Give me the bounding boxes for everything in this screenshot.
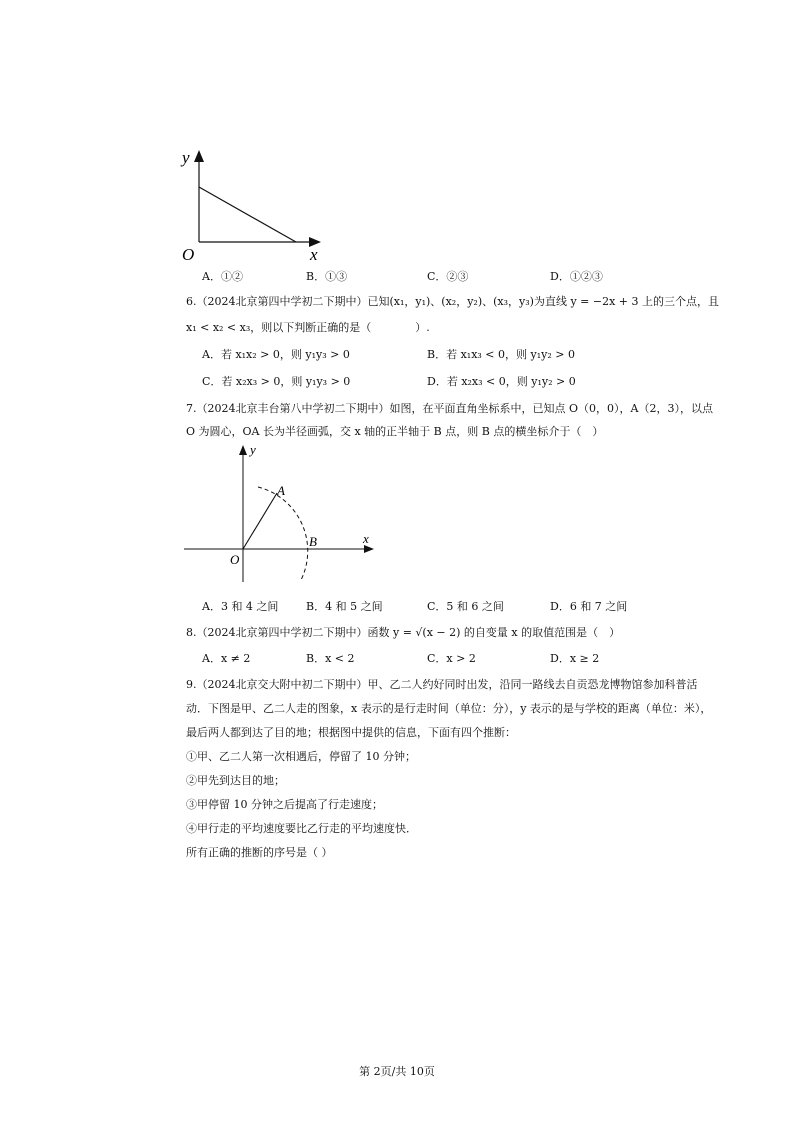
q6-stem-line2: x₁ < x₂ < x₃，则以下判断正确的是（ ）.	[186, 321, 430, 334]
x-axis-label: x	[310, 245, 318, 264]
q6-option-d[interactable]: D．若 x₂x₃ < 0，则 y₁y₂ > 0	[427, 375, 576, 388]
q8-stem: 8.（2024北京第四中学初二下期中）函数 y = √(x − 2) 的自变量 x 的取值范围是（ ）	[186, 626, 621, 639]
y-axis-arrow	[194, 150, 204, 162]
segment-oa	[243, 493, 277, 549]
q7-option-c[interactable]: C．5 和 6 之间	[427, 600, 504, 613]
q7-option-a[interactable]: A．3 和 4 之间	[202, 600, 279, 613]
q5-option-b[interactable]: B．①③	[306, 270, 348, 283]
q9-line-2: 动．下图是甲、乙二人走的图象，x 表示的是行走时间（单位：分），y 表示的是与学校的距离（单位：米），	[186, 702, 712, 715]
q6-stem-line1: 6.（2024北京第四中学初二下期中）已知(x₁，y₁)、(x₂，y₂)、(x₃，y₃)为直线 y = −2x + 3 上的三个点，且	[186, 295, 719, 308]
x-label: x	[363, 531, 369, 546]
x-axis-arrow	[364, 545, 374, 553]
origin-label: O	[182, 245, 195, 264]
q8-option-b[interactable]: B．x < 2	[306, 652, 355, 665]
dashed-arc	[258, 487, 308, 580]
q9-line-1: 9.（2024北京交大附中初二下期中）甲、乙二人约好同时出发，沿同一路线去自贡恐龙博物馆参加科普活	[186, 678, 698, 691]
q9-line-3: 最后两人都到达了目的地；根据图中提供的信息，下面有四个推断：	[186, 726, 516, 739]
q8-option-d[interactable]: D．x ≥ 2	[550, 652, 600, 665]
figure-line-graph	[178, 146, 328, 266]
q9-question: 所有正确的推断的序号是（ ）	[186, 846, 333, 859]
y-axis-label: y	[182, 148, 190, 167]
q7-stem-line1: 7.（2024北京丰台第八中学初二下期中）如图，在平面直角坐标系中，已知点 O（0，0），A（2，3），以点	[186, 402, 713, 415]
point-a-label: A	[277, 483, 285, 498]
y-axis-arrow	[239, 445, 247, 455]
origin-label: O	[230, 552, 240, 567]
q7-stem-line2: O 为圆心，OA 长为半径画弧，交 x 轴的正半轴于 B 点，则 B 点的横坐标介于（ ）	[186, 425, 604, 438]
q6-option-c[interactable]: C．若 x₂x₃ > 0，则 y₁y₃ > 0	[202, 375, 351, 388]
q7-option-d[interactable]: D．6 和 7 之间	[550, 600, 628, 613]
q9-inference-2: ②甲先到达目的地；	[186, 774, 285, 787]
q5-option-c[interactable]: C．②③	[427, 270, 469, 283]
q9-inference-3: ③甲停留 10 分钟之后提高了行走速度；	[186, 798, 383, 811]
page-footer: 第 2页/共 10页	[359, 1065, 435, 1078]
q9-inference-1: ①甲、乙二人第一次相遇后，停留了 10 分钟；	[186, 750, 416, 763]
point-b-label: B	[309, 534, 317, 549]
q8-option-c[interactable]: C．x > 2	[427, 652, 476, 665]
figure-arc-diagram	[180, 440, 380, 586]
q7-option-b[interactable]: B．4 和 5 之间	[306, 600, 383, 613]
q6-option-b[interactable]: B．若 x₁x₃ < 0，则 y₁y₂ > 0	[427, 348, 575, 361]
graph-line	[199, 187, 296, 242]
q8-option-a[interactable]: A．x ≠ 2	[202, 652, 251, 665]
q5-option-a[interactable]: A．①②	[202, 270, 243, 283]
y-label: y	[250, 442, 256, 457]
q5-option-d[interactable]: D．①②③	[550, 270, 603, 283]
q9-inference-4: ④甲行走的平均速度要比乙行走的平均速度快．	[186, 822, 417, 835]
q6-option-a[interactable]: A．若 x₁x₂ > 0，则 y₁y₃ > 0	[202, 348, 350, 361]
